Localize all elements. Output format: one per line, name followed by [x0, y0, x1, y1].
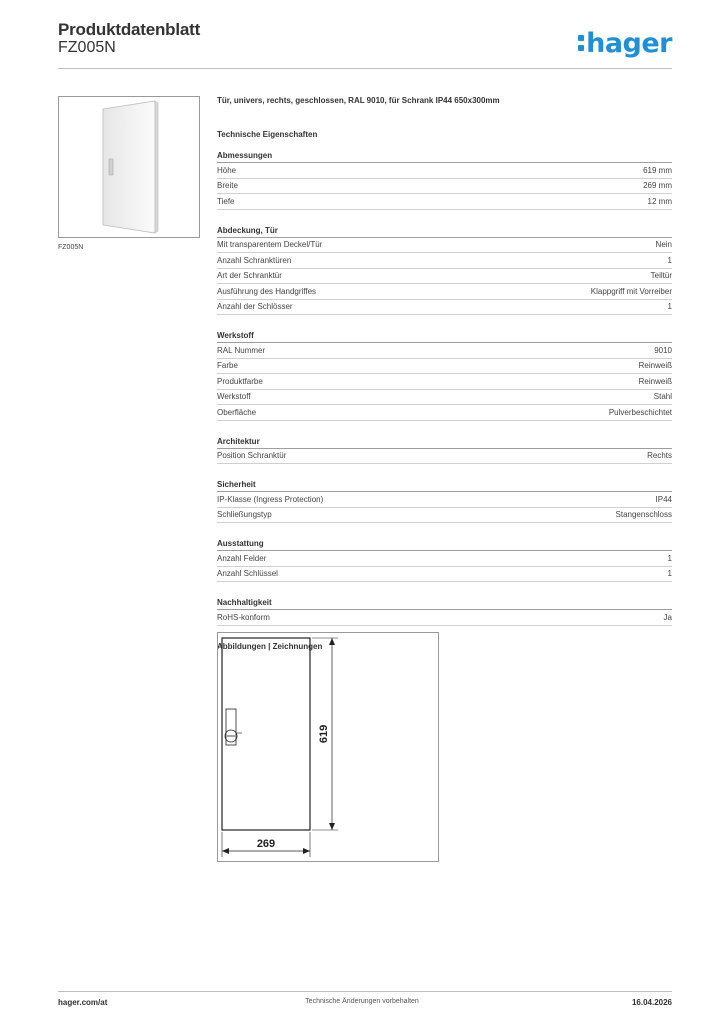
property-label: Breite [217, 181, 238, 191]
property-row [217, 238, 672, 254]
property-row [217, 610, 672, 626]
footer-divider [58, 991, 672, 992]
property-label: Produktfarbe [217, 376, 263, 386]
property-value: Nein [655, 240, 672, 250]
property-row [217, 374, 672, 390]
property-value: Teiltür [650, 271, 672, 281]
property-row [217, 300, 672, 316]
property-label: Anzahl der Schlösser [217, 302, 293, 312]
property-value: Reinweiß [638, 376, 672, 386]
property-label: Farbe [217, 361, 238, 371]
property-group [217, 437, 672, 465]
property-group-title: Werkstoff [217, 331, 672, 343]
footer-date: 16.04.2026 [631, 998, 672, 1007]
property-label: Ausführung des Handgriffes [217, 286, 317, 296]
door-product-icon [59, 97, 199, 237]
property-row [217, 179, 672, 195]
property-row [217, 359, 672, 375]
property-label: Schließungstyp [217, 510, 272, 520]
property-label: Anzahl Schlüssel [217, 569, 278, 579]
property-value: Reinweiß [638, 361, 672, 371]
property-group [217, 151, 672, 210]
property-value: 1 [667, 302, 672, 312]
property-group [217, 226, 672, 316]
property-row [217, 253, 672, 269]
property-row [217, 551, 672, 567]
property-row [217, 343, 672, 359]
property-label: Oberfläche [217, 407, 257, 417]
property-group-title: Abmessungen [217, 151, 672, 163]
footer-note: Technische Änderungen vorbehalten [305, 998, 419, 1005]
property-group-title: Nachhaltigkeit [217, 598, 672, 610]
product-image [58, 96, 200, 238]
property-label: Mit transparentem Deckel/Tür [217, 240, 323, 250]
property-value: 1 [667, 569, 672, 579]
property-value: Stangenschloss [615, 510, 672, 520]
property-value: 12 mm [647, 196, 672, 206]
door-drawing-icon [218, 633, 438, 861]
property-label: Höhe [217, 165, 237, 175]
property-label: RAL Nummer [217, 345, 266, 355]
page-title: Produktdatenblatt [58, 20, 201, 39]
product-description: Tür, univers, rechts, geschlossen, RAL 9010, für Schrank IP44 650x300mm [217, 96, 500, 105]
property-label: RoHS-konform [217, 612, 270, 622]
property-label: Tiefe [217, 196, 235, 206]
property-label: Position Schranktür [217, 451, 287, 461]
product-number: FZ005N [58, 39, 116, 56]
footer-website-link[interactable]: hager.com/at [58, 998, 108, 1007]
height-dimension-label: 619 [318, 724, 330, 744]
property-value: IP44 [655, 494, 672, 504]
property-value: 1 [667, 255, 672, 265]
property-row [217, 405, 672, 421]
property-value: Rechts [647, 451, 672, 461]
width-dimension-label: 269 [256, 838, 276, 850]
property-row [217, 508, 672, 524]
technical-drawing [217, 632, 439, 862]
property-group [217, 480, 672, 523]
property-row [217, 449, 672, 465]
property-group-title: Abdeckung, Tür [217, 226, 672, 238]
property-label: Werkstoff [217, 392, 251, 402]
main-content [217, 96, 672, 651]
property-group [217, 331, 672, 421]
property-value: Ja [663, 612, 672, 622]
property-row [217, 492, 672, 508]
property-value: 619 mm [643, 165, 672, 175]
technical-section-title: Technische Eigenschaften [217, 130, 318, 139]
header-divider [58, 68, 672, 69]
property-value: Klappgriff mit Vorreiber [590, 286, 672, 296]
property-label: Anzahl Schranktüren [217, 255, 292, 265]
figures-title: Abbildungen | Zeichnungen [217, 641, 323, 651]
property-row [217, 269, 672, 285]
property-row [217, 390, 672, 406]
property-label: Anzahl Felder [217, 553, 267, 563]
property-row [217, 194, 672, 210]
technical-groups [217, 151, 672, 626]
product-image-caption: FZ005N [58, 244, 84, 251]
property-value: 9010 [654, 345, 672, 355]
property-label: IP-Klasse (Ingress Protection) [217, 494, 324, 504]
property-value: 1 [667, 553, 672, 563]
property-value: Pulverbeschichtet [608, 407, 672, 417]
property-group [217, 539, 672, 582]
logo-text: hager [586, 28, 672, 59]
property-value: Stahl [653, 392, 672, 402]
property-group-title: Ausstattung [217, 539, 672, 551]
logo-colon-icon [578, 33, 584, 53]
hager-logo [578, 28, 672, 59]
property-group [217, 598, 672, 626]
property-row [217, 567, 672, 583]
property-value: 269 mm [643, 181, 672, 191]
property-row [217, 284, 672, 300]
property-group-title: Architektur [217, 437, 672, 449]
property-group-title: Sicherheit [217, 480, 672, 492]
property-label: Art der Schranktür [217, 271, 282, 281]
property-row [217, 163, 672, 179]
